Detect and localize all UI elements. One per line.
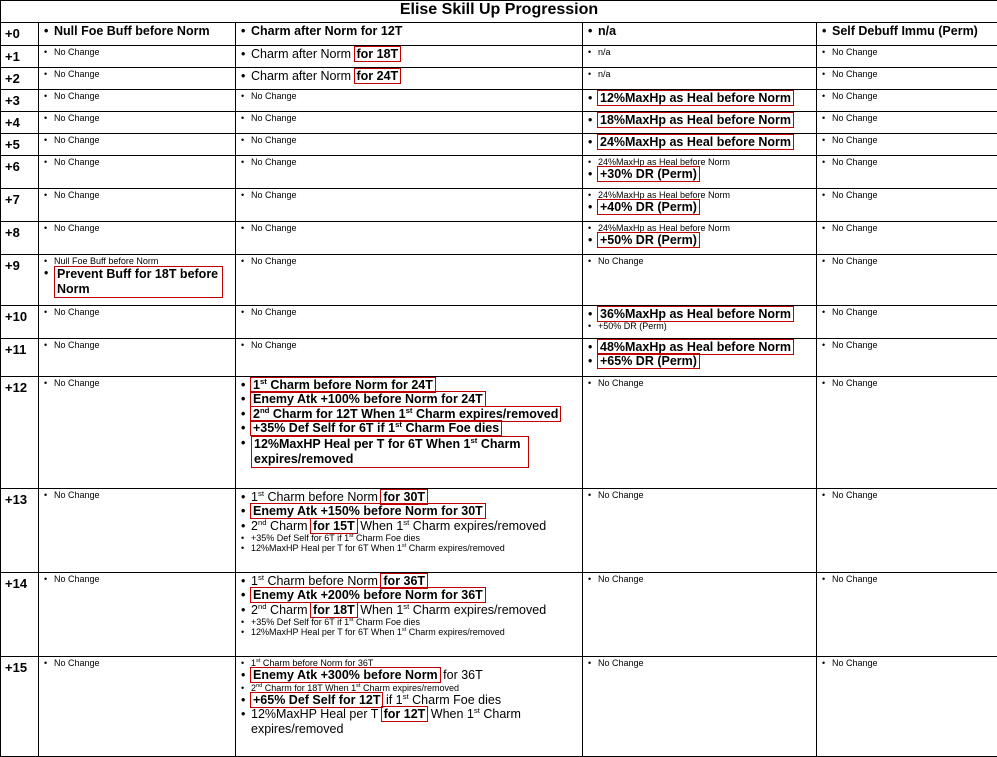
no-change: • No Change [54, 135, 232, 145]
list-item: • +35% Def Self for 6T if 1st Charm Foe dies [251, 421, 579, 435]
no-change: • No Change [598, 574, 813, 584]
list-item: • 12%MaxHp as Heal before Norm [598, 91, 813, 105]
list-item: • 24%MaxHp as Heal before Norm [598, 190, 813, 200]
list-item: • Charm after Norm for 24T [251, 69, 579, 83]
no-change: • No Change [54, 113, 232, 123]
list-item: • 36%MaxHp as Heal before Norm [598, 307, 813, 321]
list-item: • 1st Charm before Norm for 36T [251, 658, 579, 668]
level-cell: +5 [1, 134, 39, 156]
column-header: • n/a [598, 24, 813, 38]
level-cell: +6 [1, 156, 39, 189]
list-item: • 1st Charm before Norm for 24T [251, 378, 579, 392]
list-item: • 48%MaxHp as Heal before Norm [598, 340, 813, 354]
no-change: • No Change [54, 91, 232, 101]
no-change: • No Change [832, 223, 994, 233]
no-change: • No Change [54, 223, 232, 233]
column-header: • Self Debuff Immu (Perm) [832, 24, 994, 38]
column-header: • Charm after Norm for 12T [251, 24, 579, 38]
list-item: • 2nd Charm for 15T When 1st Charm expires/removed [251, 519, 579, 533]
level-cell: +2 [1, 68, 39, 90]
list-item: • +40% DR (Perm) [598, 200, 813, 214]
list-item: • Enemy Atk +150% before Norm for 30T [251, 504, 579, 518]
no-change: • No Change [832, 340, 994, 350]
level-cell: +3 [1, 90, 39, 112]
no-change: • No Change [598, 256, 813, 266]
no-change: • No Change [832, 47, 994, 57]
level-cell: +11 [1, 339, 39, 377]
list-item: • 1st Charm before Norm for 36T [251, 574, 579, 588]
no-change: • No Change [54, 490, 232, 500]
list-item: • 2nd Charm for 12T When 1st Charm expires/removed [251, 407, 579, 421]
list-item: • 12%MaxHP Heal per T for 6T When 1st Charm expires/removed [251, 543, 579, 553]
list-item: • Enemy Atk +200% before Norm for 36T [251, 588, 579, 602]
level-cell: +0 [1, 23, 39, 46]
level-cell: +12 [1, 377, 39, 489]
level-cell: +7 [1, 189, 39, 222]
no-change: • No Change [832, 157, 994, 167]
no-change: • No Change [54, 307, 232, 317]
list-item: • 24%MaxHp as Heal before Norm [598, 135, 813, 149]
column-header: • Null Foe Buff before Norm [54, 24, 232, 38]
page-title: Elise Skill Up Progression [1, 1, 997, 23]
no-change: • No Change [832, 658, 994, 668]
list-item: • Enemy Atk +100% before Norm for 24T [251, 392, 579, 406]
list-item: • Charm after Norm for 18T [251, 47, 579, 61]
no-change: • No Change [832, 190, 994, 200]
no-change: • No Change [54, 157, 232, 167]
level-cell: +9 [1, 255, 39, 306]
list-item: • 2nd Charm for 18T When 1st Charm expires/removed [251, 683, 579, 693]
no-change: • No Change [251, 340, 579, 350]
level-cell: +1 [1, 46, 39, 68]
list-item: • 12%MaxHP Heal per T for 6T When 1st Charm expires/removed [251, 627, 579, 637]
no-change: • No Change [832, 69, 994, 79]
no-change: • No Change [251, 113, 579, 123]
no-change: • No Change [251, 157, 579, 167]
list-item: • 18%MaxHp as Heal before Norm [598, 113, 813, 127]
not-applicable: • n/a [598, 69, 813, 79]
list-item: • Prevent Buff for 18T before Norm [54, 266, 232, 298]
no-change: • No Change [832, 490, 994, 500]
no-change: • No Change [598, 490, 813, 500]
no-change: • No Change [251, 135, 579, 145]
list-item: • Null Foe Buff before Norm [54, 256, 232, 266]
list-item: • 24%MaxHp as Heal before Norm [598, 157, 813, 167]
list-item: • +35% Def Self for 6T if 1st Charm Foe dies [251, 533, 579, 543]
no-change: • No Change [832, 91, 994, 101]
no-change: • No Change [54, 658, 232, 668]
level-cell: +14 [1, 573, 39, 657]
no-change: • No Change [251, 190, 579, 200]
level-cell: +13 [1, 489, 39, 573]
list-item: • +35% Def Self for 6T if 1st Charm Foe dies [251, 617, 579, 627]
no-change: • No Change [251, 223, 579, 233]
no-change: • No Change [832, 135, 994, 145]
no-change: • No Change [54, 340, 232, 350]
list-item: • +30% DR (Perm) [598, 167, 813, 181]
list-item: • 12%MaxHP Heal per T for 6T When 1st Charm expires/removed [251, 436, 579, 468]
no-change: • No Change [832, 307, 994, 317]
list-item: • +50% DR (Perm) [598, 321, 813, 331]
list-item: • 2nd Charm for 18T When 1st Charm expires/removed [251, 603, 579, 617]
no-change: • No Change [54, 47, 232, 57]
no-change: • No Change [251, 91, 579, 101]
list-item: • 1st Charm before Norm for 30T [251, 490, 579, 504]
no-change: • No Change [598, 658, 813, 668]
list-item: • Enemy Atk +300% before Norm for 36T [251, 668, 579, 682]
level-cell: +15 [1, 657, 39, 757]
no-change: • No Change [832, 256, 994, 266]
list-item: • 12%MaxHP Heal per T for 12T When 1st Charm expires/removed [251, 707, 579, 736]
list-item: • +50% DR (Perm) [598, 233, 813, 247]
no-change: • No Change [54, 574, 232, 584]
list-item: • 24%MaxHp as Heal before Norm [598, 223, 813, 233]
no-change: • No Change [54, 378, 232, 388]
not-applicable: • n/a [598, 47, 813, 57]
no-change: • No Change [54, 190, 232, 200]
level-cell: +10 [1, 306, 39, 339]
level-cell: +4 [1, 112, 39, 134]
list-item: • +65% DR (Perm) [598, 354, 813, 368]
no-change: • No Change [832, 378, 994, 388]
list-item: • +65% Def Self for 12T if 1st Charm Foe dies [251, 693, 579, 707]
no-change: • No Change [598, 378, 813, 388]
no-change: • No Change [251, 256, 579, 266]
no-change: • No Change [832, 113, 994, 123]
no-change: • No Change [251, 307, 579, 317]
no-change: • No Change [832, 574, 994, 584]
level-cell: +8 [1, 222, 39, 255]
no-change: • No Change [54, 69, 232, 79]
